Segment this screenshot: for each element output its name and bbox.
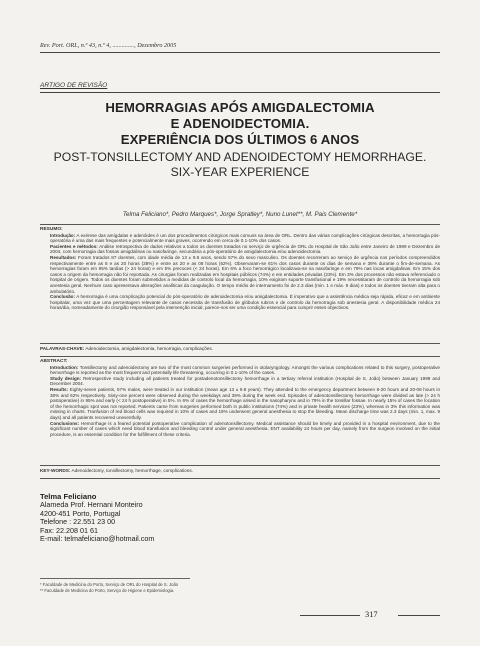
resumo-block (40, 227, 440, 311)
palavras-chave-top-rule (40, 343, 440, 344)
title-portuguese (40, 100, 440, 148)
keywords-text: Adenoidectomy, tonsillectomy, hemorrhage, complications. (71, 468, 194, 473)
resumo-results (40, 255, 440, 294)
abstract-heading: ABSTRACT: (40, 359, 68, 364)
resumo-results-label: Resultados: (50, 254, 77, 260)
page-number-rule-left (300, 615, 360, 616)
resumo-top-rule (40, 224, 440, 225)
abstract-intro-text: Tonsillectomy and adenoidectomy are two of the most common surgeries performed in otolaryngology. Amongst the various complications related to this surgery, postoperative hemorrhage is reported as the most frequent and potentially life threatening, occurring in 0.1-10% of the cases. (50, 364, 440, 376)
palavras-chave-bottom-rule (40, 356, 440, 357)
contact-email[interactable]: E-mail: telmafeliciano@hotmail.com (40, 534, 155, 544)
resumo-intro-label: Introdução: (50, 232, 76, 238)
resumo-results-text: Foram tratados 87 doentes, com idade média de 13 ± 9.8 anos, sendo 57% do sexo masculino. Os doentes recorreram ao serviço de urgência nos períodos compreendidos respectivamente entre as 8 e as 20 horas (38%) e entre as 20 e as 08 horas (62%). Observaram-se 61% dos casos durante os dias de semana e 39% durante o fim-de-semana. As hemorragias foram em 95% tardias (> 24 horas) e em 5% precoces (< 24 horas). Em 6% a foco hemorrágico localizava-se na nasofaringe e em 79% nas locas amigdalinas. Em 15% dos casos a origem da hemorragia não foi reportada. As cirurgias foram realizadas em hospitais públicos (74%) e em entidades privadas (23%). Em 3% dos processos não estava referenciado o hospital de origem. Todos os doentes foram submetidos a medidas de controlo local da hemorragia, 10% exigiram suporte transfusional e 19% necessitaram de controlo da hemorragia sob anestesia geral. Nenhum caso apresentava alterações analíticas da coagulação. O tempo médio de internamento foi de 2.3 dias (min. 1 e máx. 9 dias) e todos os doentes tiveram alta para o ambulatório. (50, 254, 441, 294)
abstract-block (40, 359, 440, 437)
section-rule (40, 92, 440, 93)
palavras-chave-text: Adenoidectomia, amigdalectomia, hemorragia, complicações. (85, 346, 213, 351)
abstract-results-text: Eighty-seven patients, 57% males, were treated in our institution (mean age 13 ± 9.8 years). They attended to the emergency department between 8-20 hours and 20-08 hours in 38% and 62% respectively. Sixty-one percent were observed during the weekdays and 39% during the week end. Episodes of adenotonsillectomy hemorrhage were divided as late (> 24 h postoperative) in 95% and early (< 24 h postoperative) in 5%. In 6% of cases the hemorrhage arised in the nasopharynx and in 79% in the tonsillar fossae. In nearly 15% of cases the location of the hemorrhagic spot was not reported. Patients came from surgeries performed both in public institutions (74%) and in private health services (23%), whereas in 3% this information was missing in charts. Tranfusion of red blood cells was required in 10% of cases and 19% underwent general anesthesia to stop the bleeding. Mean discharge time was 2.3 days (min. 1, max. 9 days) and all patients recovered uneventfully. (50, 386, 440, 420)
resumo-methods-text: Análise retrospectiva de dados relativos a todos os doentes tratados no serviço de urgência de ORL do Hospital de São João entre Janeiro de 1999 e Dezembro de 2004, com hemorragia das fossas amigdalinas ou nasofaringe, secundária a pós-operatório de amigdalectomia e/ou adenoidectomia. (50, 243, 440, 255)
page-number: 317 (365, 610, 378, 619)
header-rule (40, 52, 440, 53)
resumo-conclusion-text: A hemorragia é uma complicação potencial do pós-operatório de adenoidectomia e/ou amigdalectomia. É imperativo que a assistência médica seja rápida, eficaz e em ambiente hospitalar, uma vez que uma percentagem relevante de casos necessita de transfusão de glóbulos rubros e de controlo da hemorragia sob anestesia geral. A disponibilidade médica 24 horas/dia, nomeadamente do cirurgião responsável pela intervenção inicial, parece-nos ser uma condição essencial para cumprir esses objectivos. (50, 294, 440, 311)
title-pt-line-3: EXPERIÊNCIA DOS ÚLTIMOS 6 ANOS (120, 132, 360, 147)
contact-name: Telma Feliciano (40, 492, 97, 501)
contact-fax: Fax: 22.208 01 61 (40, 525, 98, 535)
contact-phone: Telefone : 22.551 23 00 (40, 517, 116, 527)
title-english (40, 150, 440, 180)
footnote-2: ** Faculdade de Medicina do Porto, Serviço de Higiene e Epidemiologia. (40, 588, 175, 593)
resumo-conclusion (40, 294, 440, 311)
footnote-1: * Faculdade de Medicina do Porto, Serviço de ORL do Hospital de S. João (40, 582, 179, 587)
abstract-introduction (40, 365, 440, 376)
title-pt-line-1: HEMORRAGIAS APÓS AMIGDALECTOMIA (105, 100, 375, 115)
correspondence-address (40, 493, 154, 543)
authors: Telma Feliciano*, Pedro Marques*, Jorge Spratley*, Nuno Lunet**, M. Pais Clemente* (122, 211, 358, 218)
section-label: ARTIGO DE REVISÃO (40, 82, 108, 89)
resumo-introduction (40, 233, 440, 244)
abstract-conclusions (40, 421, 440, 438)
keywords-bottom-rule (40, 478, 440, 479)
palavras-chave (40, 346, 440, 351)
page-number-rule-right (398, 615, 440, 616)
title-en-line-1: POST-TONSILLECTOMY AND ADENOIDECTOMY HEMORRHAGE. (53, 150, 427, 164)
abstract-design-text: Retrospective study including all patients treated for postadenotonsillectomy hemorrhage in a tertiary referral institution (Hospital de S. João) between January 1999 and December 2004. (50, 375, 441, 387)
title-pt-line-2: E ADENOIDECTOMIA. (170, 116, 310, 131)
contact-city: 4200-451 Porto, Portugal (40, 508, 121, 518)
abstract-study-design (40, 376, 440, 387)
abstract-results-label: Results: (50, 386, 69, 392)
keywords (40, 468, 440, 473)
resumo-heading: RESUMO: (40, 227, 63, 232)
running-head: Rev. Port. ORL, n.º 43, n.º 4, .............., Dezembro 2005 (40, 42, 177, 49)
abstract-intro-label: Introduction: (50, 364, 79, 370)
footnote-rule (40, 578, 190, 579)
resumo-conclusion-label: Conclusão: (50, 294, 76, 300)
abstract-conclusions-text: Hemorrhage is a feared potential postoperative complication of adenotonsillectomy. Medical assistance should be timely and provided in a hospital environment, due to the significant number of cases which need blood transfusion and bleeding control under general anesthesia. ENT availability 24 hours per day, namely from the surgeon involved on the initial procedure, is an essential condition for the fulfillment of these criteria. (50, 420, 440, 437)
contact-street: Alameda Prof. Hernani Monteiro (40, 500, 143, 510)
keywords-top-rule (40, 465, 440, 466)
title-en-line-2: SIX-YEAR EXPERIENCE (170, 165, 310, 179)
keywords-label: KEY-WORDS: (40, 468, 71, 473)
palavras-chave-label: PALAVRAS-CHAVE: (40, 346, 85, 351)
resumo-methods-label: Pacientes e métodos: (50, 243, 98, 249)
abstract-design-label: Study design: (50, 375, 82, 381)
abstract-conclusions-label: Conclusions: (50, 420, 80, 426)
resumo-intro-text: A exérese das amígdalas e adenóides é um dos procedimentos cirúrgicos mais comuns na área de ORL. Dentro das várias complicações cirúrgicas descritas, a hemorragia pós-operatória é uma das mais frequentes e potencialmente mais graves, ocorrendo em cerca de 0.1-10% dos casos. (50, 232, 440, 244)
resumo-methods (40, 244, 440, 255)
abstract-results (40, 387, 440, 421)
